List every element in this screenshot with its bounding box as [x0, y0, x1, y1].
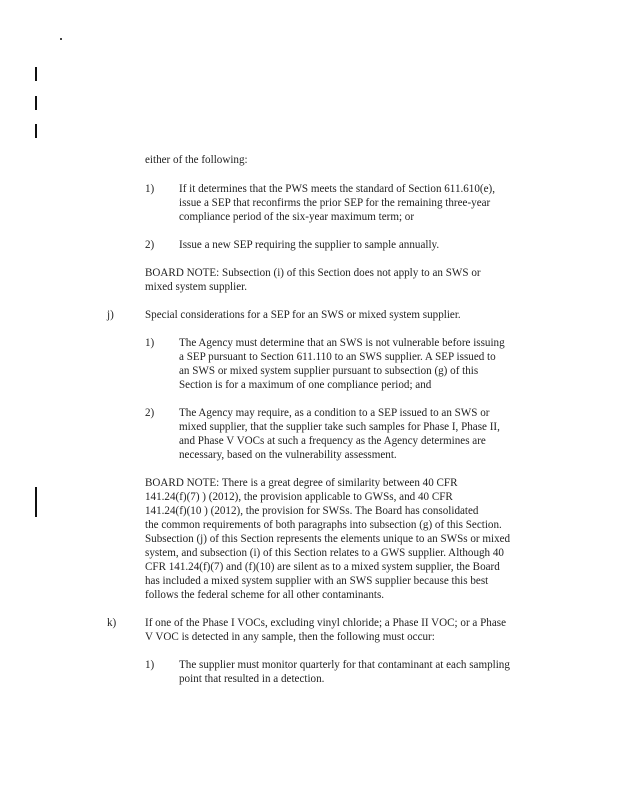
- board-note-line: follows the federal scheme for all other contaminants.: [145, 589, 385, 601]
- text-line: a SEP pursuant to Section 611.110 to an SWS supplier. A SEP issued to: [179, 351, 496, 363]
- text-line: necessary, based on the vulnerability assessment.: [179, 449, 397, 461]
- subsection-letter: j): [107, 309, 114, 321]
- text-line: either of the following:: [145, 154, 248, 166]
- subsection-heading: Special considerations for a SEP for an SWS or mixed system supplier.: [145, 309, 461, 321]
- list-number: 1): [145, 337, 155, 349]
- board-note-line: BOARD NOTE: There is a great degree of similarity between 40 CFR: [145, 477, 458, 489]
- text-line: The supplier must monitor quarterly for that contaminant at each sampling: [179, 659, 510, 671]
- board-note-line: system, and subsection (i) of this Section relates to a GWS supplier. Although 40: [145, 547, 504, 559]
- board-note-line: BOARD NOTE: Subsection (i) of this Section does not apply to an SWS or: [145, 267, 481, 279]
- text-line: The Agency must determine that an SWS is not vulnerable before issuing: [179, 337, 505, 349]
- board-note-line: mixed system supplier.: [145, 281, 247, 293]
- revision-bar: [35, 67, 37, 81]
- text-line: and Phase V VOCs at such a frequency as the Agency determines are: [179, 435, 486, 447]
- revision-bar: [35, 487, 37, 517]
- text-line: point that resulted in a detection.: [179, 673, 325, 685]
- text-line: If it determines that the PWS meets the standard of Section 611.610(e),: [179, 183, 495, 195]
- text-line: Issue a new SEP requiring the supplier to sample annually.: [179, 239, 440, 251]
- board-note-line: 141.24(f)(10 ) (2012), the provision for SWSs. The Board has consolidated: [145, 505, 479, 517]
- list-number: 1): [145, 183, 155, 195]
- text-line: Section is for a maximum of one compliance period; and: [179, 379, 432, 391]
- revision-bar: [35, 124, 37, 138]
- list-number: 2): [145, 239, 155, 251]
- text-line: issue a SEP that reconfirms the prior SEP for the remaining three-year: [179, 197, 491, 209]
- subsection-letter: k): [107, 617, 117, 629]
- text-line: If one of the Phase I VOCs, excluding vinyl chloride; a Phase II VOC; or a Phase: [145, 617, 506, 629]
- revision-bar: [35, 96, 37, 110]
- board-note-line: 141.24(f)(7) ) (2012), the provision applicable to GWSs, and 40 CFR: [145, 491, 453, 503]
- text-line: mixed supplier, that the supplier take such samples for Phase I, Phase II,: [179, 421, 500, 433]
- list-number: 2): [145, 407, 155, 419]
- text-line: V VOC is detected in any sample, then the following must occur:: [145, 631, 435, 643]
- board-note-line: the common requirements of both paragraphs into subsection (g) of this Section.: [145, 519, 502, 531]
- text-line: compliance period of the six-year maximum term; or: [179, 211, 415, 223]
- board-note-line: Subsection (j) of this Section represents the elements unique to an SWSs or mixed: [145, 533, 511, 545]
- scan-speck: [60, 38, 62, 40]
- board-note-line: CFR 141.24(f)(7) and (f)(10) are silent as to a mixed system supplier, the Board: [145, 561, 500, 573]
- text-line: The Agency may require, as a condition to a SEP issued to an SWS or: [179, 407, 490, 419]
- text-line: an SWS or mixed system supplier pursuant to subsection (g) of this: [179, 365, 479, 377]
- board-note-line: has included a mixed system supplier with an SWS supplier because this best: [145, 575, 489, 587]
- list-number: 1): [145, 659, 155, 671]
